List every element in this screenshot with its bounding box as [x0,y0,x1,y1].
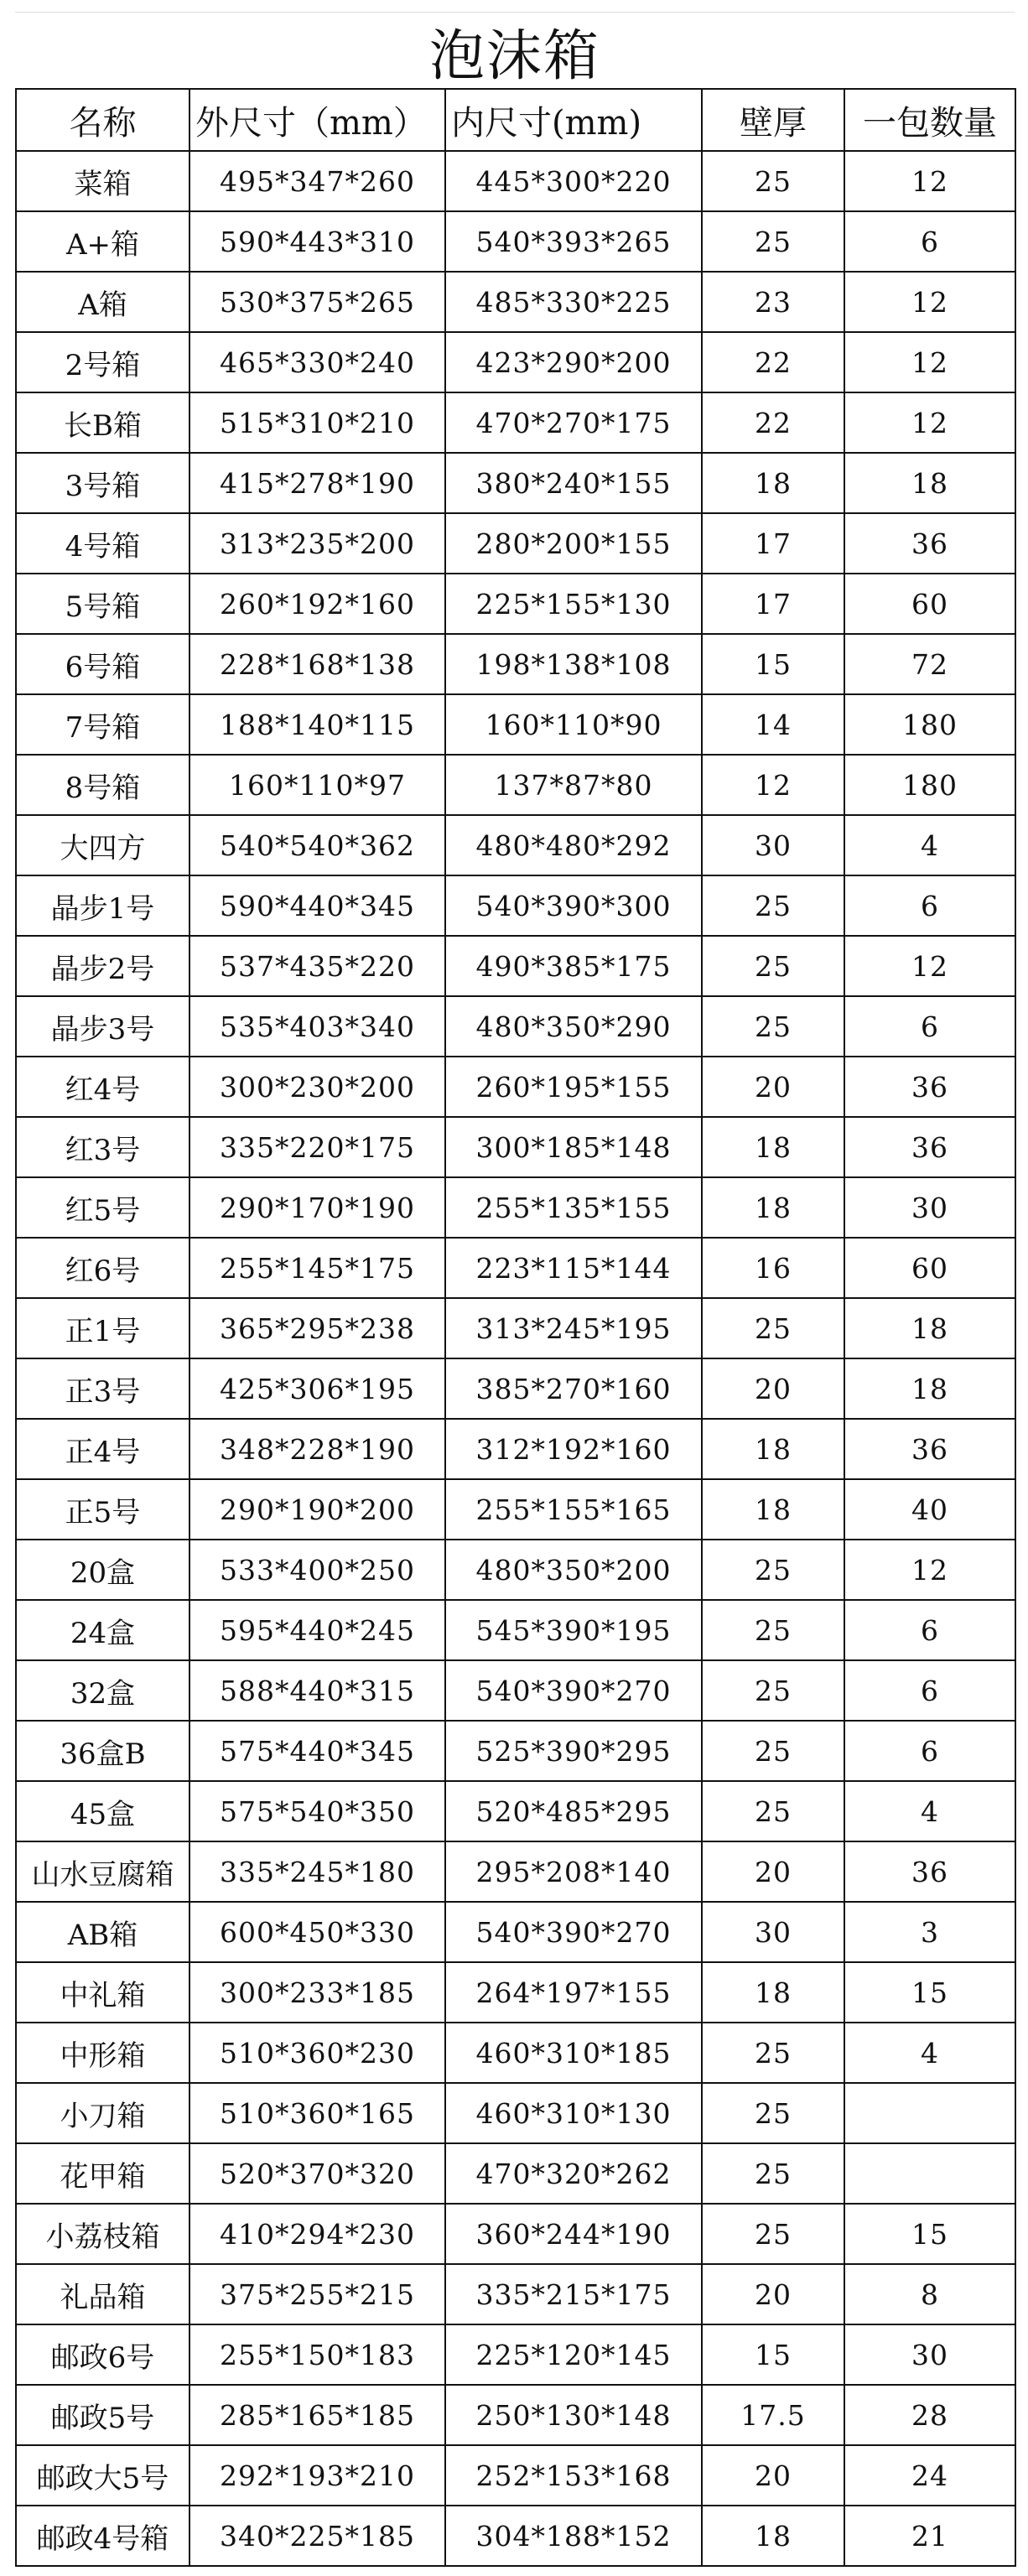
table-row [16,1238,1015,1298]
cell-name: 山水豆腐箱 [16,1841,190,1902]
cell-name: 6号箱 [16,634,190,694]
cell-pack-quantity: 4 [844,815,1015,875]
table-row [16,1177,1015,1238]
cell-pack-quantity: 40 [844,1479,1015,1540]
cell-name: 7号箱 [16,694,190,755]
cell-pack-quantity: 6 [844,1660,1015,1721]
cell-pack-quantity: 6 [844,211,1015,272]
cell-pack-quantity: 36 [844,1419,1015,1479]
cell-name: 红5号 [16,1177,190,1238]
cell-outer-size: 260*192*160 [190,574,445,634]
table-row [16,151,1015,211]
table-row [16,2324,1015,2385]
cell-pack-quantity [844,2083,1015,2143]
cell-outer-size: 465*330*240 [190,332,445,392]
cell-name: 邮政4号箱 [16,2506,190,2566]
cell-outer-size: 495*347*260 [190,151,445,211]
cell-wall-thickness: 22 [702,392,844,453]
cell-name: 花甲箱 [16,2143,190,2204]
cell-wall-thickness: 25 [702,211,844,272]
cell-inner-size: 460*310*130 [445,2083,702,2143]
cell-name: 中形箱 [16,2023,190,2083]
cell-inner-size: 380*240*155 [445,453,702,513]
table-row [16,815,1015,875]
cell-wall-thickness: 25 [702,1540,844,1600]
cell-wall-thickness: 25 [702,2204,844,2264]
cell-inner-size: 470*320*262 [445,2143,702,2204]
cell-pack-quantity: 6 [844,996,1015,1057]
cell-outer-size: 537*435*220 [190,936,445,996]
cell-name: 4号箱 [16,513,190,574]
cell-pack-quantity: 6 [844,1600,1015,1660]
table-row [16,1962,1015,2023]
table-row [16,2506,1015,2566]
cell-outer-size: 255*150*183 [190,2324,445,2385]
cell-outer-size: 520*370*320 [190,2143,445,2204]
cell-name: 5号箱 [16,574,190,634]
cell-inner-size: 460*310*185 [445,2023,702,2083]
table-row [16,272,1015,332]
cell-wall-thickness: 25 [702,2023,844,2083]
cell-outer-size: 300*230*200 [190,1057,445,1117]
table-row [16,1600,1015,1660]
cell-outer-size: 228*168*138 [190,634,445,694]
cell-inner-size: 295*208*140 [445,1841,702,1902]
cell-inner-size: 252*153*168 [445,2445,702,2506]
table-row [16,936,1015,996]
cell-wall-thickness: 16 [702,1238,844,1298]
cell-name: 3号箱 [16,453,190,513]
cell-wall-thickness: 20 [702,1057,844,1117]
cell-outer-size: 530*375*265 [190,272,445,332]
cell-wall-thickness: 25 [702,2143,844,2204]
cell-wall-thickness: 25 [702,1721,844,1781]
cell-name: 正3号 [16,1358,190,1419]
cell-name: 邮政大5号 [16,2445,190,2506]
cell-pack-quantity [844,2143,1015,2204]
cell-name: A+箱 [16,211,190,272]
cell-wall-thickness: 25 [702,1660,844,1721]
table-row [16,1540,1015,1600]
cell-name: 邮政5号 [16,2385,190,2445]
cell-wall-thickness: 23 [702,272,844,332]
cell-inner-size: 490*385*175 [445,936,702,996]
cell-inner-size: 480*350*200 [445,1540,702,1600]
cell-outer-size: 290*170*190 [190,1177,445,1238]
cell-wall-thickness: 30 [702,815,844,875]
cell-wall-thickness: 25 [702,1600,844,1660]
cell-inner-size: 198*138*108 [445,634,702,694]
cell-outer-size: 575*440*345 [190,1721,445,1781]
cell-wall-thickness: 20 [702,2445,844,2506]
table-row [16,1117,1015,1177]
cell-wall-thickness: 30 [702,1902,844,1962]
cell-name: A箱 [16,272,190,332]
cell-inner-size: 304*188*152 [445,2506,702,2566]
cell-name: 20盒 [16,1540,190,1600]
cell-pack-quantity: 72 [844,634,1015,694]
cell-name: 24盒 [16,1600,190,1660]
cell-pack-quantity: 21 [844,2506,1015,2566]
cell-outer-size: 588*440*315 [190,1660,445,1721]
cell-name: 小刀箱 [16,2083,190,2143]
cell-outer-size: 575*540*350 [190,1781,445,1841]
table-row [16,332,1015,392]
cell-outer-size: 590*443*310 [190,211,445,272]
cell-pack-quantity: 12 [844,151,1015,211]
cell-wall-thickness: 25 [702,875,844,936]
cell-inner-size: 335*215*175 [445,2264,702,2324]
table-row [16,1298,1015,1358]
cell-outer-size: 292*193*210 [190,2445,445,2506]
cell-wall-thickness: 25 [702,1298,844,1358]
cell-inner-size: 225*120*145 [445,2324,702,2385]
table-row [16,2264,1015,2324]
cell-pack-quantity: 18 [844,1358,1015,1419]
cell-outer-size: 285*165*185 [190,2385,445,2445]
cell-pack-quantity: 6 [844,1721,1015,1781]
cell-inner-size: 255*155*165 [445,1479,702,1540]
table-row [16,2204,1015,2264]
cell-pack-quantity: 24 [844,2445,1015,2506]
cell-wall-thickness: 18 [702,1177,844,1238]
cell-inner-size: 540*390*270 [445,1902,702,1962]
header-name: 名称 [16,89,190,151]
cell-name: 邮政6号 [16,2324,190,2385]
header-wall-thickness: 壁厚 [702,89,844,151]
cell-inner-size: 480*350*290 [445,996,702,1057]
cell-name: 正1号 [16,1298,190,1358]
cell-name: 礼品箱 [16,2264,190,2324]
cell-wall-thickness: 17.5 [702,2385,844,2445]
cell-outer-size: 335*245*180 [190,1841,445,1902]
cell-outer-size: 348*228*190 [190,1419,445,1479]
cell-inner-size: 485*330*225 [445,272,702,332]
cell-outer-size: 510*360*230 [190,2023,445,2083]
cell-inner-size: 160*110*90 [445,694,702,755]
cell-inner-size: 540*390*300 [445,875,702,936]
cell-wall-thickness: 25 [702,996,844,1057]
table-row [16,574,1015,634]
cell-wall-thickness: 22 [702,332,844,392]
cell-pack-quantity: 4 [844,1781,1015,1841]
cell-inner-size: 312*192*160 [445,1419,702,1479]
cell-inner-size: 540*393*265 [445,211,702,272]
cell-pack-quantity: 180 [844,694,1015,755]
cell-wall-thickness: 20 [702,1358,844,1419]
cell-name: 正5号 [16,1479,190,1540]
cell-pack-quantity: 30 [844,2324,1015,2385]
cell-pack-quantity: 180 [844,755,1015,815]
table-row [16,996,1015,1057]
cell-wall-thickness: 14 [702,694,844,755]
cell-inner-size: 260*195*155 [445,1057,702,1117]
cell-pack-quantity: 12 [844,272,1015,332]
cell-name: 45盒 [16,1781,190,1841]
spreadsheet [15,12,1015,2567]
table-row [16,755,1015,815]
cell-pack-quantity: 12 [844,392,1015,453]
cell-outer-size: 535*403*340 [190,996,445,1057]
table-row [16,453,1015,513]
table-row [16,1419,1015,1479]
cell-outer-size: 290*190*200 [190,1479,445,1540]
cell-wall-thickness: 18 [702,1419,844,1479]
table-row [16,2385,1015,2445]
cell-inner-size: 300*185*148 [445,1117,702,1177]
cell-wall-thickness: 15 [702,634,844,694]
cell-pack-quantity: 28 [844,2385,1015,2445]
cell-pack-quantity: 60 [844,574,1015,634]
table-row [16,694,1015,755]
cell-inner-size: 423*290*200 [445,332,702,392]
cell-outer-size: 533*400*250 [190,1540,445,1600]
cell-name: 晶步1号 [16,875,190,936]
cell-pack-quantity: 36 [844,513,1015,574]
cell-inner-size: 225*155*130 [445,574,702,634]
table-row [16,2083,1015,2143]
table-row [16,1781,1015,1841]
cell-pack-quantity: 36 [844,1841,1015,1902]
table-row [16,634,1015,694]
cell-wall-thickness: 18 [702,2506,844,2566]
cell-pack-quantity: 18 [844,1298,1015,1358]
table-row [16,1057,1015,1117]
cell-name: 晶步2号 [16,936,190,996]
cell-wall-thickness: 20 [702,1841,844,1902]
cell-inner-size: 385*270*160 [445,1358,702,1419]
table-row [16,2143,1015,2204]
cell-outer-size: 515*310*210 [190,392,445,453]
cell-name: 菜箱 [16,151,190,211]
header-row [16,89,1015,151]
table-row [16,513,1015,574]
cell-inner-size: 540*390*270 [445,1660,702,1721]
cell-wall-thickness: 20 [702,2264,844,2324]
cell-wall-thickness: 18 [702,1479,844,1540]
cell-name: 正4号 [16,1419,190,1479]
foam-box-table [15,88,1016,2567]
header-inner-size: 内尺寸(mm) [445,89,702,151]
cell-wall-thickness: 25 [702,2083,844,2143]
cell-wall-thickness: 25 [702,936,844,996]
cell-outer-size: 313*235*200 [190,513,445,574]
table-row [16,2445,1015,2506]
cell-outer-size: 425*306*195 [190,1358,445,1419]
cell-name: 红6号 [16,1238,190,1298]
cell-inner-size: 255*135*155 [445,1177,702,1238]
cell-outer-size: 188*140*115 [190,694,445,755]
header-outer-size: 外尺寸（mm） [190,89,445,151]
cell-name: 长B箱 [16,392,190,453]
cell-outer-size: 510*360*165 [190,2083,445,2143]
cell-pack-quantity: 12 [844,332,1015,392]
table-body [16,151,1015,2566]
cell-inner-size: 520*485*295 [445,1781,702,1841]
cell-pack-quantity: 30 [844,1177,1015,1238]
cell-name: 中礼箱 [16,1962,190,2023]
cell-pack-quantity: 15 [844,2204,1015,2264]
cell-inner-size: 264*197*155 [445,1962,702,2023]
table-row [16,2023,1015,2083]
cell-inner-size: 545*390*195 [445,1600,702,1660]
sheet-title: 泡沫箱 [15,12,1015,88]
table-row [16,1660,1015,1721]
cell-name: 大四方 [16,815,190,875]
cell-name: 32盒 [16,1660,190,1721]
cell-pack-quantity: 4 [844,2023,1015,2083]
cell-outer-size: 160*110*97 [190,755,445,815]
cell-wall-thickness: 17 [702,513,844,574]
cell-outer-size: 300*233*185 [190,1962,445,2023]
cell-pack-quantity: 6 [844,875,1015,936]
table-row [16,1902,1015,1962]
cell-wall-thickness: 18 [702,1117,844,1177]
cell-pack-quantity: 3 [844,1902,1015,1962]
cell-outer-size: 340*225*185 [190,2506,445,2566]
cell-pack-quantity: 12 [844,1540,1015,1600]
cell-inner-size: 470*270*175 [445,392,702,453]
cell-wall-thickness: 18 [702,1962,844,2023]
cell-inner-size: 313*245*195 [445,1298,702,1358]
cell-wall-thickness: 17 [702,574,844,634]
table-row [16,1721,1015,1781]
cell-wall-thickness: 25 [702,1781,844,1841]
cell-outer-size: 415*278*190 [190,453,445,513]
cell-name: 红3号 [16,1117,190,1177]
cell-inner-size: 250*130*148 [445,2385,702,2445]
table-row [16,1358,1015,1419]
cell-outer-size: 365*295*238 [190,1298,445,1358]
cell-wall-thickness: 15 [702,2324,844,2385]
table-row [16,1479,1015,1540]
cell-name: 8号箱 [16,755,190,815]
cell-pack-quantity: 18 [844,453,1015,513]
table-row [16,1841,1015,1902]
cell-name: 晶步3号 [16,996,190,1057]
cell-wall-thickness: 25 [702,151,844,211]
cell-name: 2号箱 [16,332,190,392]
cell-inner-size: 360*244*190 [445,2204,702,2264]
cell-pack-quantity: 36 [844,1057,1015,1117]
cell-pack-quantity: 15 [844,1962,1015,2023]
cell-name: 小荔枝箱 [16,2204,190,2264]
cell-inner-size: 445*300*220 [445,151,702,211]
cell-wall-thickness: 12 [702,755,844,815]
cell-inner-size: 525*390*295 [445,1721,702,1781]
cell-pack-quantity: 8 [844,2264,1015,2324]
cell-outer-size: 375*255*215 [190,2264,445,2324]
table-row [16,875,1015,936]
table-row [16,211,1015,272]
cell-outer-size: 255*145*175 [190,1238,445,1298]
cell-pack-quantity: 36 [844,1117,1015,1177]
cell-outer-size: 540*540*362 [190,815,445,875]
cell-outer-size: 410*294*230 [190,2204,445,2264]
cell-wall-thickness: 18 [702,453,844,513]
cell-inner-size: 480*480*292 [445,815,702,875]
cell-inner-size: 223*115*144 [445,1238,702,1298]
cell-outer-size: 590*440*345 [190,875,445,936]
cell-pack-quantity: 12 [844,936,1015,996]
cell-outer-size: 335*220*175 [190,1117,445,1177]
cell-outer-size: 595*440*245 [190,1600,445,1660]
cell-outer-size: 600*450*330 [190,1902,445,1962]
cell-name: 36盒B [16,1721,190,1781]
cell-name: AB箱 [16,1902,190,1962]
cell-name: 红4号 [16,1057,190,1117]
table-row [16,392,1015,453]
cell-inner-size: 280*200*155 [445,513,702,574]
cell-pack-quantity: 60 [844,1238,1015,1298]
header-pack-quantity: 一包数量 [844,89,1015,151]
cell-inner-size: 137*87*80 [445,755,702,815]
